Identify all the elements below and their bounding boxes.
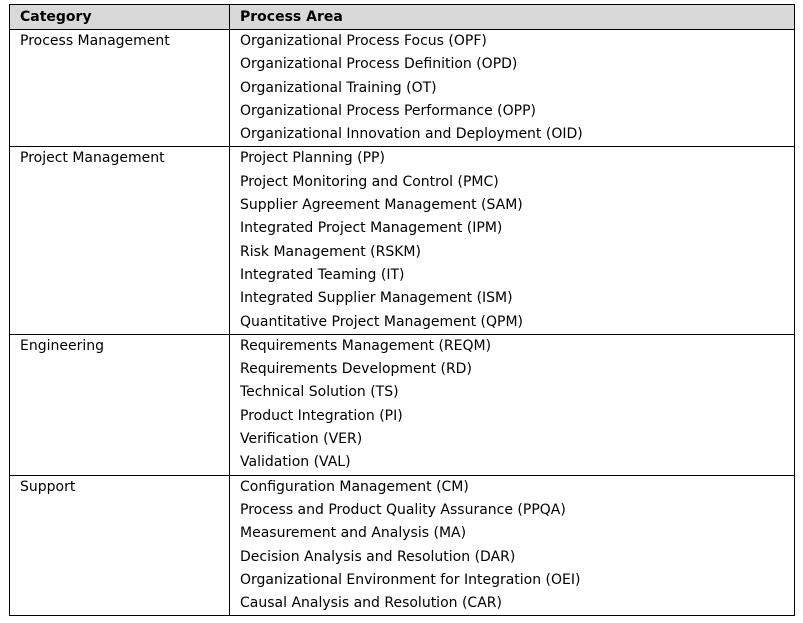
process-area-table (9, 4, 795, 616)
category-cell: Support (10, 475, 230, 616)
process-area-item: Decision Analysis and Resolution (DAR) (240, 548, 516, 565)
category-cell: Engineering (10, 334, 230, 475)
process-areas-cell (230, 147, 795, 334)
process-areas-cell (230, 475, 795, 616)
category-cell: Process Management (10, 30, 230, 147)
process-area-item: Organizational Training (OT) (240, 79, 437, 96)
process-area-item: Organizational Innovation and Deployment (OID) (240, 126, 583, 143)
process-area-item: Integrated Teaming (IT) (240, 266, 405, 283)
process-area-item: Requirements Management (REQM) (240, 337, 492, 354)
process-area-item: Integrated Project Management (IPM) (240, 220, 503, 237)
category-row-support (10, 475, 795, 616)
process-area-item: Supplier Agreement Management (SAM) (240, 197, 523, 214)
process-area-item: Organizational Process Definition (OPD) (240, 56, 518, 73)
category-row-engineering (10, 334, 795, 475)
process-area-item: Requirements Development (RD) (240, 361, 472, 378)
process-area-item: Integrated Supplier Management (ISM) (240, 290, 513, 307)
process-area-item: Measurement and Analysis (MA) (240, 525, 467, 542)
process-area-item: Validation (VAL) (240, 454, 351, 471)
category-cell: Project Management (10, 147, 230, 334)
process-area-column-header: Process Area (230, 5, 795, 30)
table-body (10, 30, 795, 616)
process-areas-cell (230, 334, 795, 475)
process-area-list (240, 335, 794, 475)
process-area-item: Technical Solution (TS) (240, 384, 399, 401)
process-area-item: Organizational Process Focus (OPF) (240, 33, 487, 49)
process-area-item: Product Integration (PI) (240, 407, 403, 424)
category-row-project-management (10, 147, 795, 334)
process-area-item: Configuration Management (CM) (240, 478, 469, 495)
process-area-item: Risk Management (RSKM) (240, 243, 421, 260)
process-area-item: Causal Analysis and Resolution (CAR) (240, 595, 502, 612)
header-row (10, 5, 795, 30)
process-areas-cell (230, 30, 795, 147)
process-area-item: Organizational Process Performance (OPP) (240, 102, 536, 119)
table-header (10, 5, 795, 30)
process-area-list (240, 30, 794, 146)
process-area-item: Process and Product Quality Assurance (PPQA) (240, 501, 566, 518)
process-area-list (240, 476, 794, 616)
category-column-header: Category (10, 5, 230, 30)
process-area-item: Project Planning (PP) (240, 150, 385, 167)
process-area-item: Quantitative Project Management (QPM) (240, 313, 524, 330)
process-area-item: Project Monitoring and Control (PMC) (240, 173, 499, 190)
process-area-item: Verification (VER) (240, 431, 363, 448)
category-row-process-management (10, 30, 795, 147)
process-area-item: Organizational Environment for Integration (OEI) (240, 571, 581, 588)
process-area-list (240, 147, 794, 333)
